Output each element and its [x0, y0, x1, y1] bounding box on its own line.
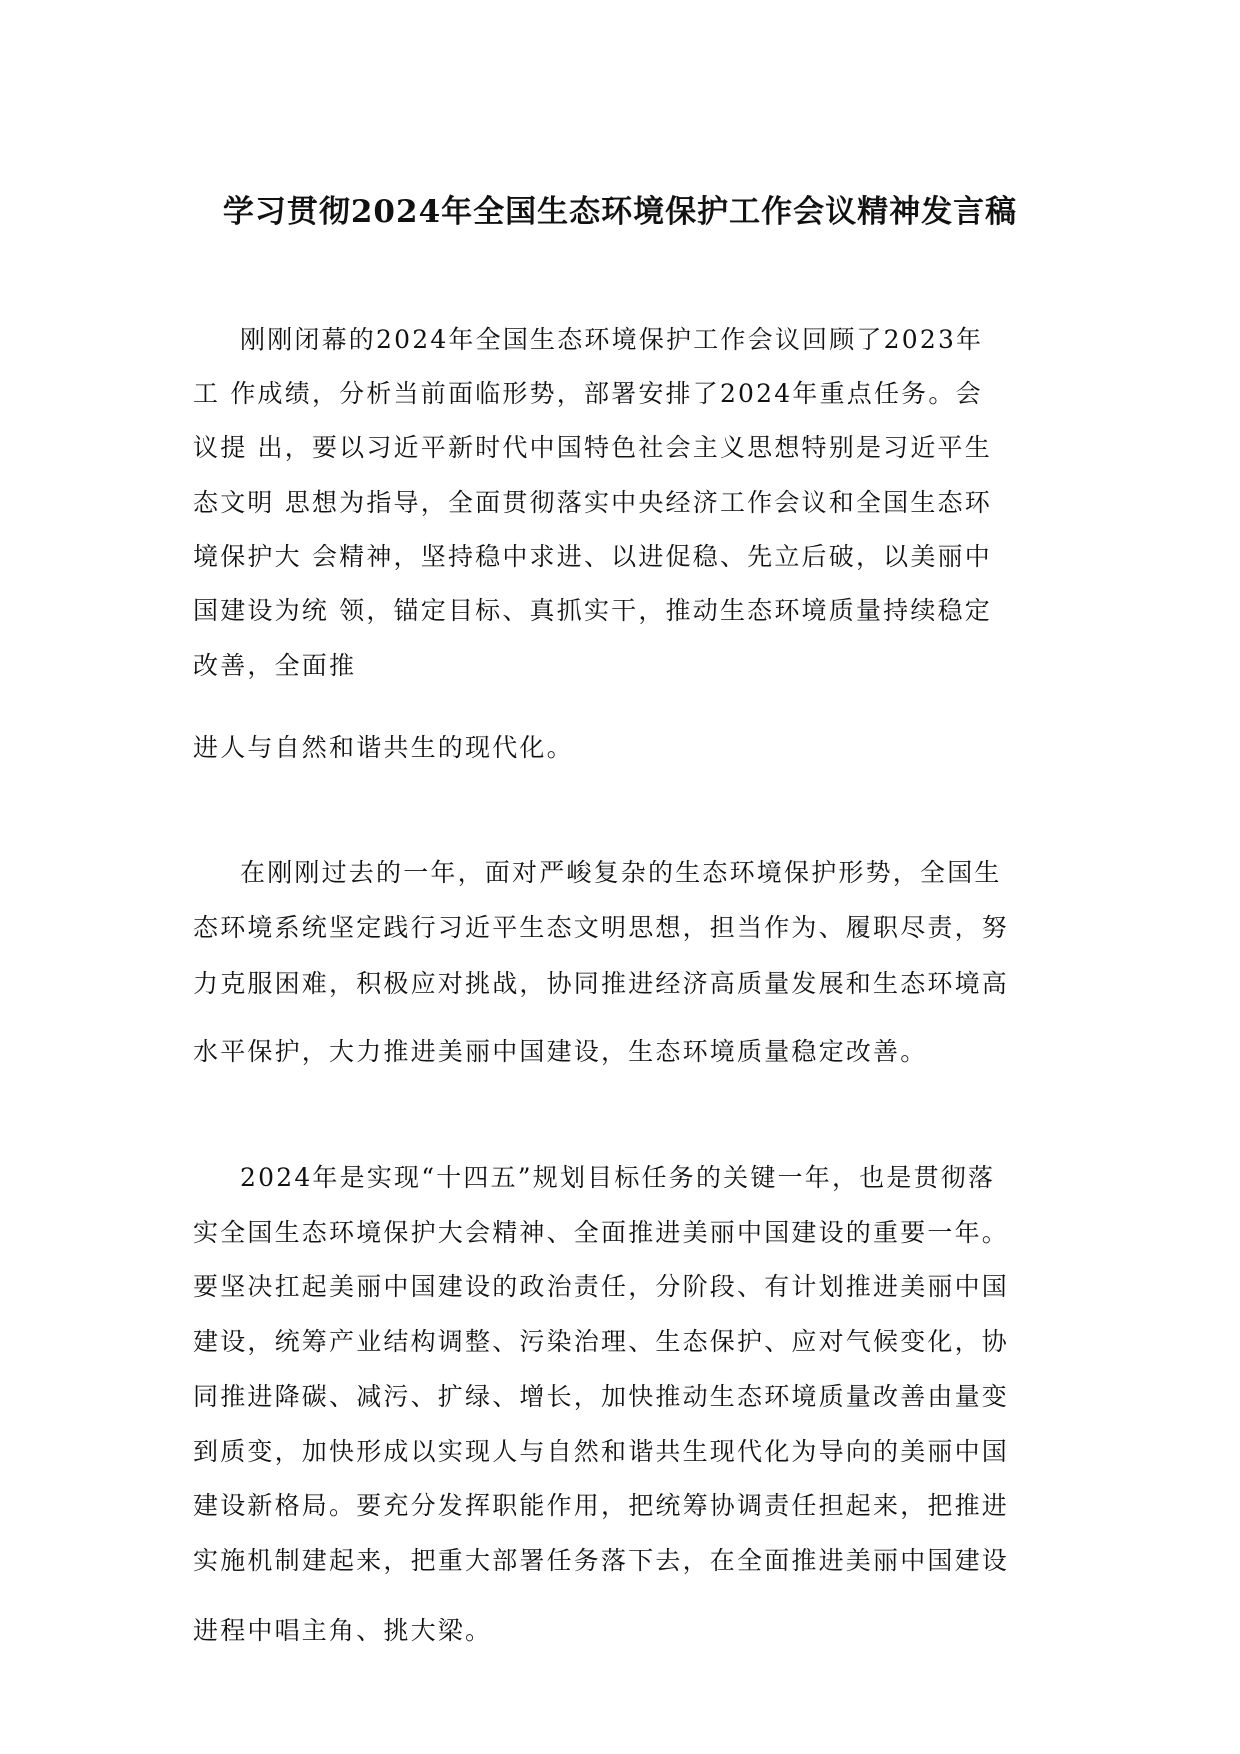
- paragraph-3-line-9: 进程中唱主角、挑大梁。: [193, 1616, 493, 1645]
- paragraph-1-line-6: 国建设为统 领，锚定目标、真抓实干，推动生态环境质量持续稳定: [193, 596, 992, 625]
- paragraph-3-line-7: 建设新格局。要充分发挥职能作用，把统筹协调责任担起来，把推进: [193, 1491, 1010, 1520]
- paragraph-2-line-3: 力克服困难，积极应对挑战，协同推进经济高质量发展和生态环境高: [193, 969, 1010, 998]
- paragraph-1-line-4: 态文明 思想为指导，全面贯彻落实中央经济工作会议和全国生态环: [193, 488, 992, 517]
- paragraph-1-line-1: 刚刚闭幕的2024年全国生态环境保护工作会议回顾了2023年: [240, 325, 984, 354]
- paragraph-1-line-3: 议提 出，要以习近平新时代中国特色社会主义思想特别是习近平生: [193, 433, 992, 462]
- paragraph-1-line-2: 工 作成绩，分析当前面临形势，部署安排了2024年重点任务。会: [193, 379, 983, 408]
- paragraph-2-line-2: 态环境系统坚定践行习近平生态文明思想，担当作为、履职尽责，努: [193, 913, 1010, 942]
- paragraph-3-line-4: 建设，统筹产业结构调整、污染治理、生态保护、应对气候变化，协: [193, 1327, 1010, 1356]
- paragraph-1-line-5: 境保护大 会精神，坚持稳中求进、以进促稳、先立后破，以美丽中: [193, 542, 992, 571]
- paragraph-3-line-1: 2024年是实现“十四五”规划目标任务的关键一年，也是贯彻落: [240, 1163, 996, 1192]
- paragraph-3-line-6: 到质变，加快形成以实现人与自然和谐共生现代化为导向的美丽中国: [193, 1437, 1010, 1466]
- paragraph-3-line-2: 实全国生态环境保护大会精神、全面推进美丽中国建设的重要一年。: [193, 1218, 1010, 1247]
- paragraph-3-line-8: 实施机制建起来，把重大部署任务落下去，在全面推进美丽中国建设: [193, 1546, 1010, 1575]
- paragraph-3-line-3: 要坚决扛起美丽中国建设的政治责任，分阶段、有计划推进美丽中国: [193, 1272, 1010, 1301]
- paragraph-2-line-4: 水平保护，大力推进美丽中国建设，生态环境质量稳定改善。: [193, 1037, 928, 1066]
- paragraph-3-line-5: 同推进降碳、减污、扩绿、增长，加快推动生态环境质量改善由量变: [193, 1382, 1010, 1411]
- paragraph-1-line-7: 改善，全面推: [193, 651, 357, 680]
- paragraph-2-line-1: 在刚刚过去的一年，面对严峻复杂的生态环境保护形势，全国生: [240, 858, 1002, 887]
- document-title: 学习贯彻2024年全国生态环境保护工作会议精神发言稿: [222, 194, 1018, 230]
- paragraph-1-line-8: 进人与自然和谐共生的现代化。: [193, 733, 574, 762]
